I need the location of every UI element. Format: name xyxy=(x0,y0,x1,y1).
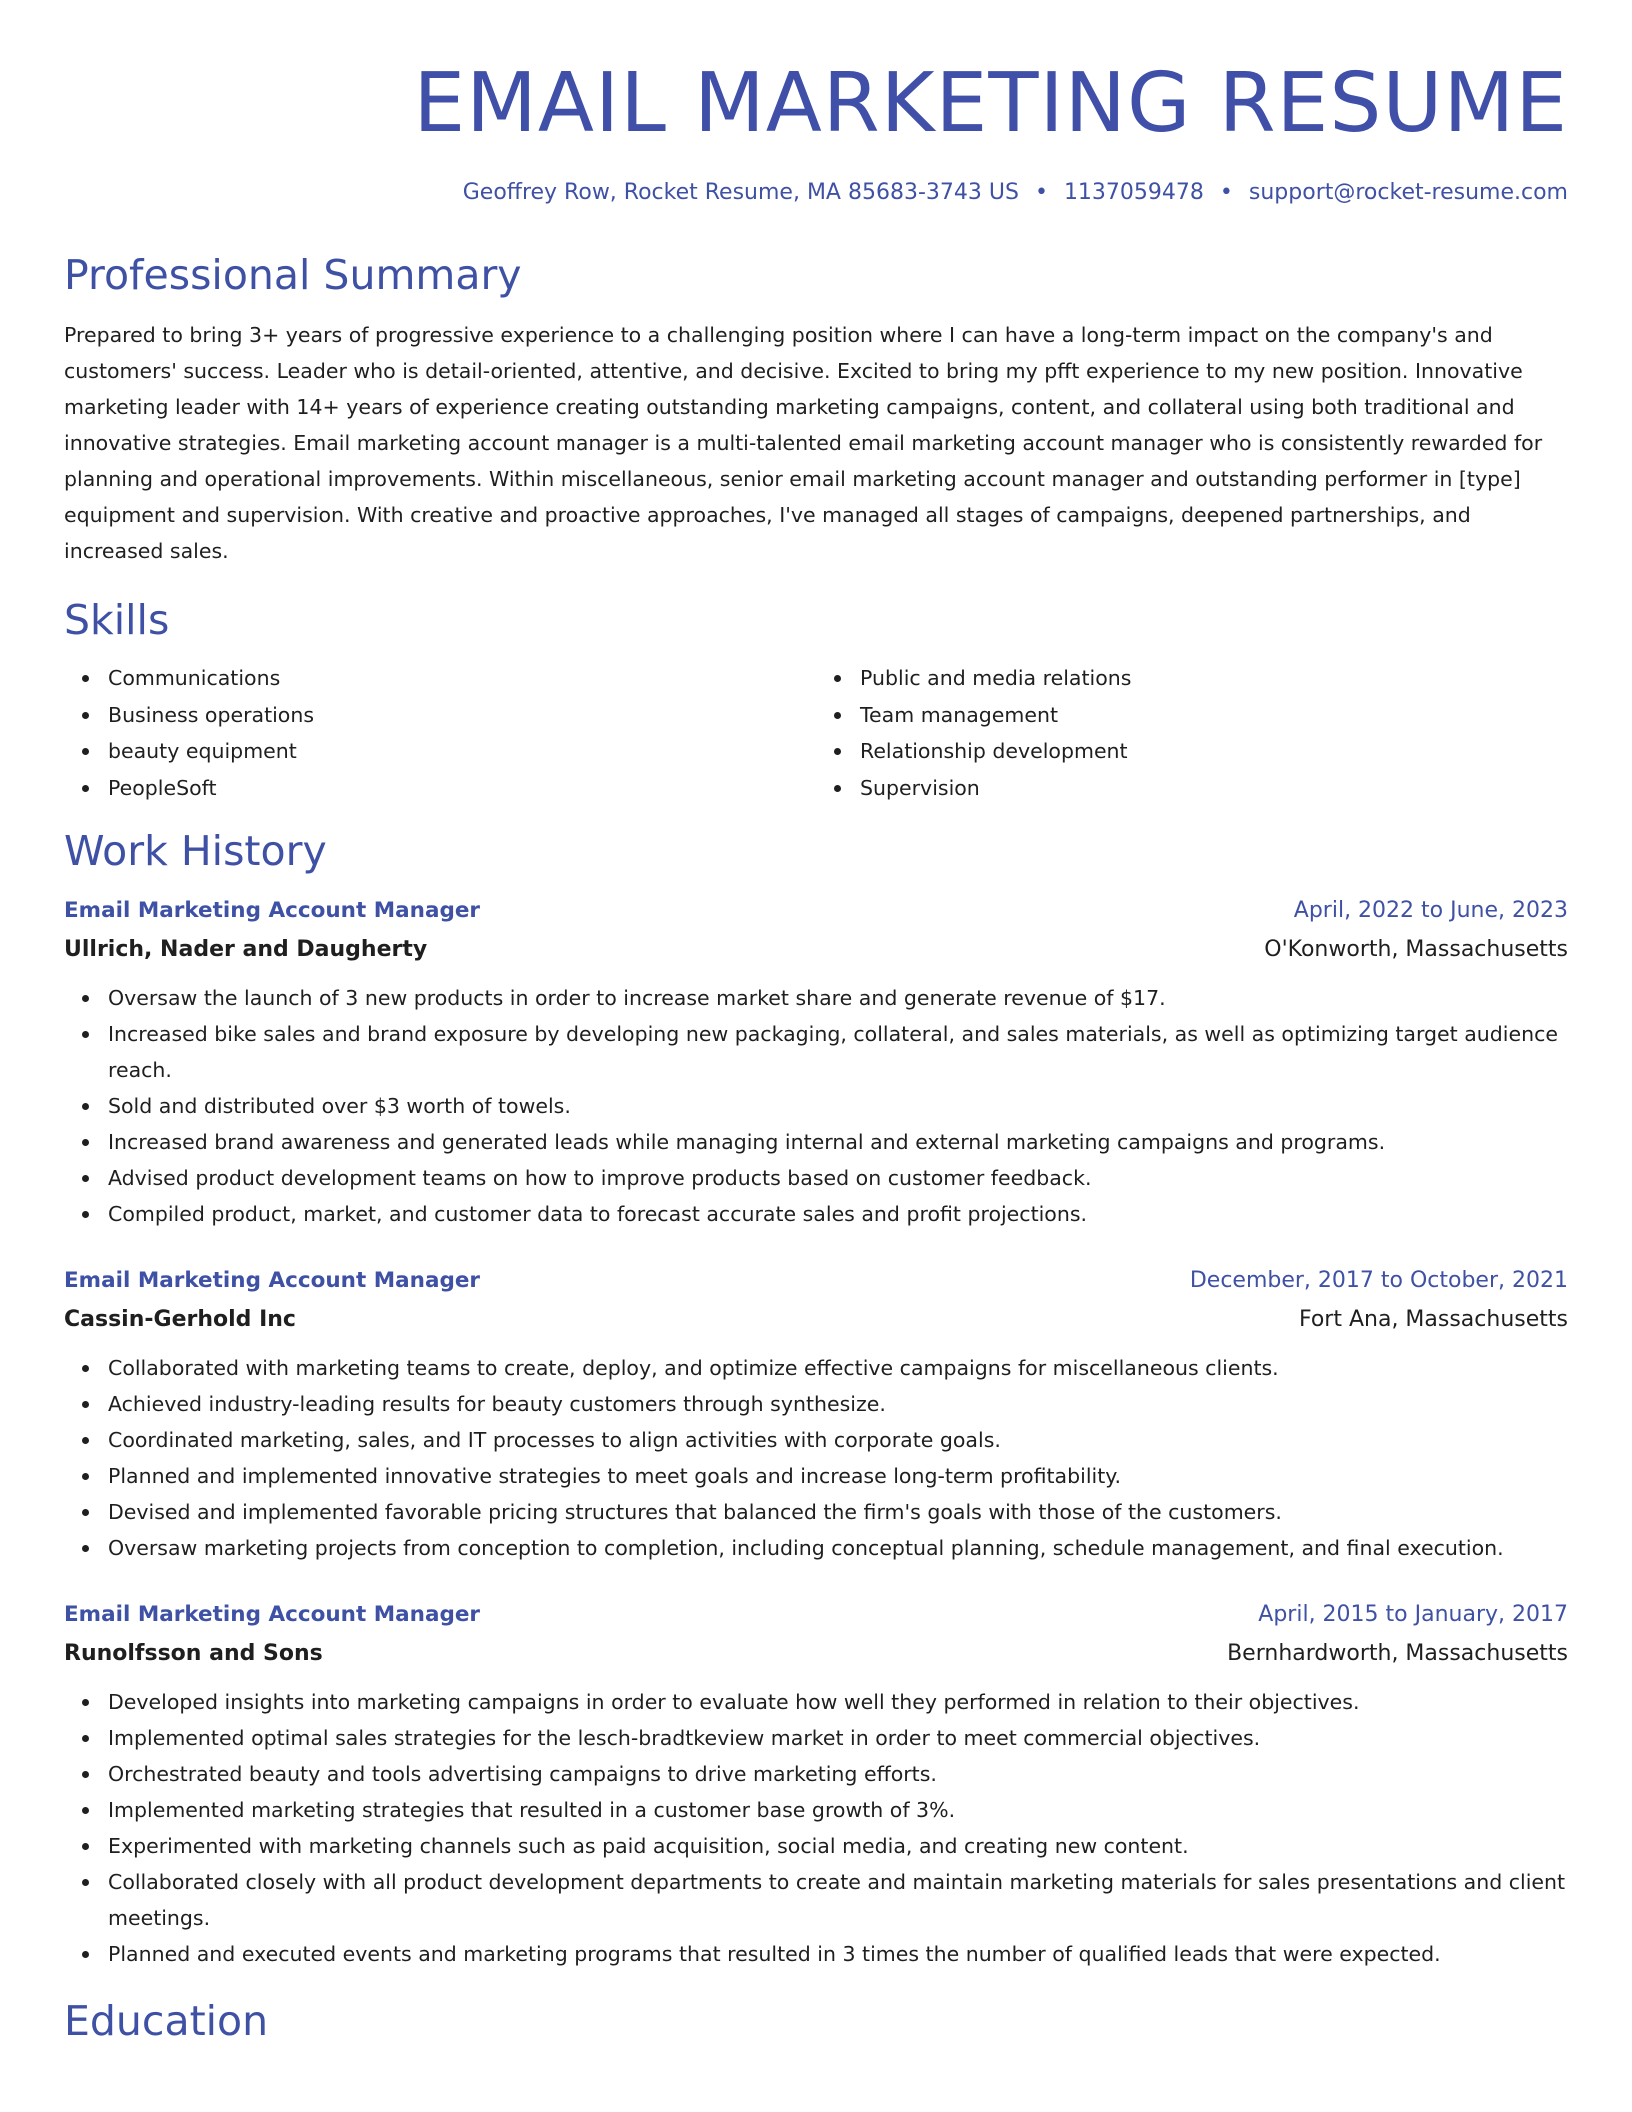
skill-item: Relationship development xyxy=(860,733,1568,770)
job-bullet: Developed insights into marketing campaigns in order to evaluate how well they performed in relation to their objectives. xyxy=(108,1684,1568,1720)
job-bullet: Devised and implemented favorable pricing structures that balanced the firm's goals with those of the customers. xyxy=(108,1494,1568,1530)
job-bullet: Implemented marketing strategies that resulted in a customer base growth of 3%. xyxy=(108,1792,1568,1828)
job-bullets xyxy=(64,1684,1568,1972)
work-history-heading: Work History xyxy=(64,827,327,875)
job-dates: December, 2017 to October, 2021 xyxy=(1189,1268,1568,1293)
skill-item: Public and media relations xyxy=(860,660,1568,697)
resume-title: EMAIL MARKETING RESUME xyxy=(413,56,1568,151)
contact-line xyxy=(64,178,1568,208)
job-dates: April, 2022 to June, 2023 xyxy=(1293,898,1568,923)
contact-email: support@rocket-resume.com xyxy=(1248,180,1568,205)
skills-heading: Skills xyxy=(64,596,170,644)
contact-phone: 1137059478 xyxy=(1063,180,1204,205)
job-entry xyxy=(64,1262,1568,1566)
job-bullet: Planned and executed events and marketing programs that resulted in 3 times the number of qualified leads that were expected. xyxy=(108,1936,1568,1972)
job-location: Fort Ana, Massachusetts xyxy=(1298,1307,1568,1332)
job-entry xyxy=(64,892,1568,1232)
job-bullet: Sold and distributed over $3 worth of towels. xyxy=(108,1088,1568,1124)
job-company: Ullrich, Nader and Daugherty xyxy=(64,937,428,962)
job-location: O'Konworth, Massachusetts xyxy=(1264,937,1568,962)
job-bullet: Achieved industry-leading results for beauty customers through synthesize. xyxy=(108,1386,1568,1422)
job-company: Runolfsson and Sons xyxy=(64,1641,323,1666)
job-bullet: Advised product development teams on how to improve products based on customer feedback. xyxy=(108,1160,1568,1196)
job-title: Email Marketing Account Manager xyxy=(64,898,481,923)
contact-separator: • xyxy=(1219,180,1233,205)
job-title: Email Marketing Account Manager xyxy=(64,1602,481,1627)
job-bullets xyxy=(64,1350,1568,1566)
skills-column-left xyxy=(64,660,816,806)
job-bullet: Oversaw the launch of 3 new products in order to increase market share and generate revenue of $17. xyxy=(108,980,1568,1016)
job-bullet: Compiled product, market, and customer data to forecast accurate sales and profit projections. xyxy=(108,1196,1568,1232)
job-bullet: Experimented with marketing channels such as paid acquisition, social media, and creating new content. xyxy=(108,1828,1568,1864)
job-bullet: Oversaw marketing projects from conception to completion, including conceptual planning, schedule management, and final execution. xyxy=(108,1530,1568,1566)
skill-item: Supervision xyxy=(860,770,1568,807)
skill-item: PeopleSoft xyxy=(108,770,816,807)
job-bullet: Increased brand awareness and generated leads while managing internal and external marketing campaigns and programs. xyxy=(108,1124,1568,1160)
job-bullets xyxy=(64,980,1568,1232)
job-location: Bernhardworth, Massachusetts xyxy=(1227,1641,1568,1666)
skill-item: Business operations xyxy=(108,697,816,734)
job-company: Cassin-Gerhold Inc xyxy=(64,1307,296,1332)
skill-item: beauty equipment xyxy=(108,733,816,770)
summary-heading: Professional Summary xyxy=(64,251,522,299)
job-bullet: Collaborated with marketing teams to create, deploy, and optimize effective campaigns for miscellaneous clients. xyxy=(108,1350,1568,1386)
job-dates: April, 2015 to January, 2017 xyxy=(1258,1602,1568,1627)
job-bullet: Orchestrated beauty and tools advertising campaigns to drive marketing efforts. xyxy=(108,1756,1568,1792)
skill-item: Communications xyxy=(108,660,816,697)
education-heading: Education xyxy=(64,1997,269,2045)
job-bullet: Planned and implemented innovative strategies to meet goals and increase long-term profitability. xyxy=(108,1458,1568,1494)
job-bullet: Collaborated closely with all product development departments to create and maintain marketing materials for sales presentations and client meetings. xyxy=(108,1864,1568,1936)
job-entry xyxy=(64,1596,1568,1972)
job-bullet: Increased bike sales and brand exposure by developing new packaging, collateral, and sales materials, as well as optimizing target audience reach. xyxy=(108,1016,1568,1088)
skill-item: Team management xyxy=(860,697,1568,734)
job-bullet: Implemented optimal sales strategies for the lesch-bradtkeview market in order to meet commercial objectives. xyxy=(108,1720,1568,1756)
skills-column-right xyxy=(816,660,1568,806)
contact-separator: • xyxy=(1034,180,1048,205)
skills-list xyxy=(64,660,1568,806)
contact-address: Geoffrey Row, Rocket Resume, MA 85683-3743 US xyxy=(462,180,1019,205)
job-title: Email Marketing Account Manager xyxy=(64,1268,481,1293)
job-bullet: Coordinated marketing, sales, and IT processes to align activities with corporate goals. xyxy=(108,1422,1568,1458)
summary-text: Prepared to bring 3+ years of progressive experience to a challenging position where I can have a long-term impact on the company's and customers' success. Leader who is detail-oriented, attentive, and decisive. Excited to bring my pfft experience to my new position. Innovative marketing leader with 14+ years of experience creating outstanding marketing campaigns, content, and collateral using both traditional and innovative strategies. Email marketing account manager is a multi-talented email marketing account manager who is consistently rewarded for planning and operational improvements. Within miscellaneous, senior email marketing account manager and outstanding performer in [type] equipment and supervision. With creative and proactive approaches, I've managed all stages of campaigns, deepened partnerships, and increased sales. xyxy=(64,323,1543,563)
